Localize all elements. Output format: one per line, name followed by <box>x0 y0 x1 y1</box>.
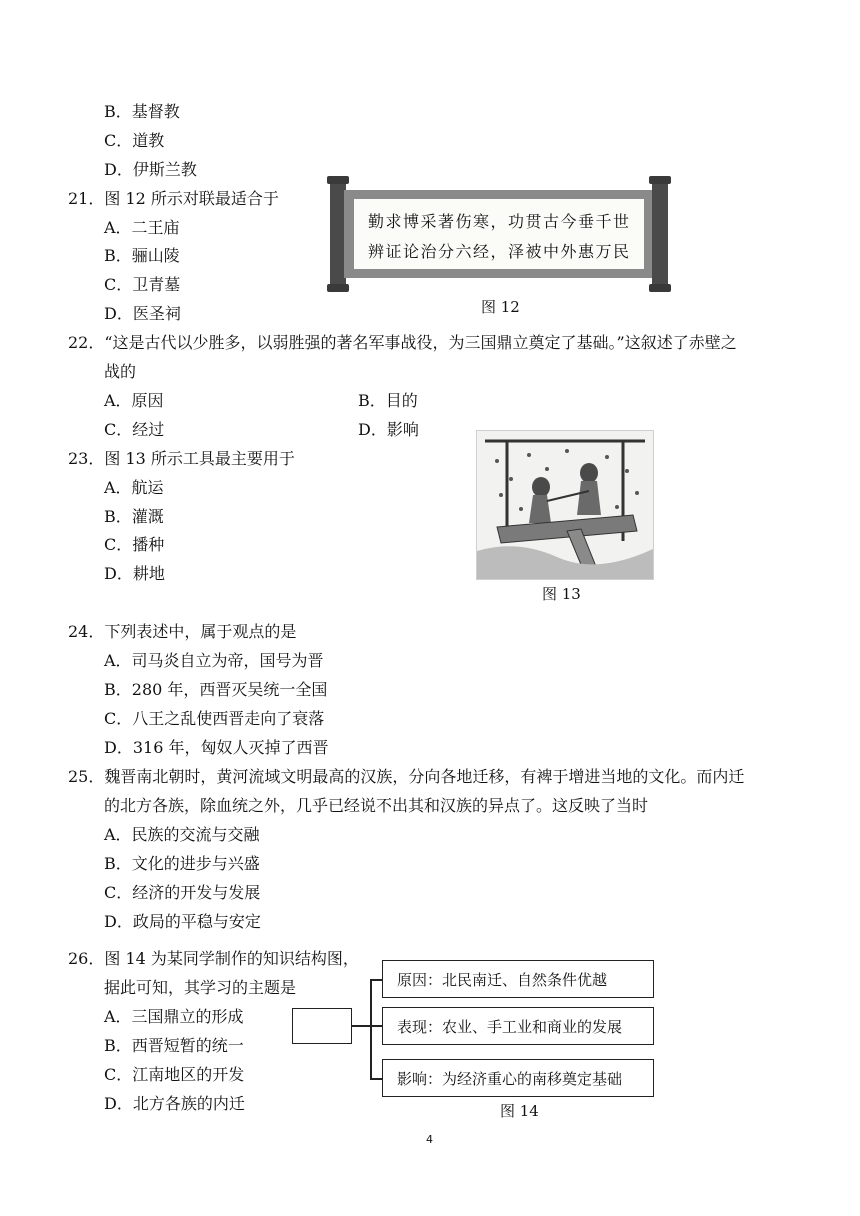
q24-option-a: A．司马炎自立为帝，国号为晋 <box>104 651 324 670</box>
scroll-mount <box>344 190 654 278</box>
q26-stem-line-2: 据此可知，其学习的主题是 <box>104 978 297 997</box>
q26-option-b: B．西晋短暂的统一 <box>104 1036 244 1055</box>
q21-option-c: C．卫青墓 <box>104 275 181 294</box>
q21-stem: 21．图 12 所示对联最适合于 <box>68 189 279 208</box>
q25-option-d: D．政局的平稳与安定 <box>104 912 261 931</box>
q23-option-c: C．播种 <box>104 535 165 554</box>
q25-option-c: C．经济的开发与发展 <box>104 883 261 902</box>
square-pallet-chain-pump-woodcut-image <box>476 430 654 580</box>
q25-stem-line-1: 25．魏晋南北朝时，黄河流域文明最高的汉族，分向各地迁移，有裨于增进当地的文化。而内迁 <box>68 767 745 786</box>
topic-blank-box <box>292 1008 352 1044</box>
q22-option-b: B．目的 <box>358 391 418 410</box>
q20-option-c: C．道教 <box>104 131 165 150</box>
q26-option-c: C．江南地区的开发 <box>104 1065 245 1084</box>
q23-stem: 23．图 13 所示工具最主要用于 <box>68 449 295 468</box>
couplet-line-2: 辨证论治分六经，泽被中外惠万民 <box>368 242 631 261</box>
couplet-scroll-figure <box>330 178 668 290</box>
q22-option-a: A．原因 <box>104 391 164 410</box>
q25-option-a: A．民族的交流与交融 <box>104 825 260 844</box>
figure-12-caption: 图 12 <box>481 298 520 316</box>
q23-option-d: D．耕地 <box>104 564 165 583</box>
q20-option-d: D．伊斯兰教 <box>104 160 197 179</box>
connector-to-cause <box>370 979 382 981</box>
q22-option-c: C．经过 <box>104 420 165 439</box>
q23-option-b: B．灌溉 <box>104 507 164 526</box>
q26-option-a: A．三国鼎立的形成 <box>104 1007 244 1026</box>
page-number: 4 <box>426 1133 433 1146</box>
q24-option-d: D．316 年，匈奴人灭掉了西晋 <box>104 738 329 757</box>
q23-option-a: A．航运 <box>104 478 164 497</box>
q26-option-d: D．北方各族的内迁 <box>104 1094 245 1113</box>
connector-stem <box>352 1025 370 1027</box>
scroll-paper <box>354 199 644 269</box>
connector-to-impact <box>370 1078 382 1080</box>
cause-box: 原因：北民南迁、自然条件优越 <box>382 960 654 998</box>
q21-option-a: A．二王庙 <box>104 218 180 237</box>
q21-option-d: D．医圣祠 <box>104 304 181 323</box>
q22-option-d: D．影响 <box>358 420 419 439</box>
q21-option-b: B．骊山陵 <box>104 246 180 265</box>
figure-14-caption: 图 14 <box>500 1102 539 1120</box>
impact-box: 影响：为经济重心的南移奠定基础 <box>382 1059 654 1097</box>
q20-option-b: B．基督教 <box>104 102 180 121</box>
q24-stem: 24．下列表述中，属于观点的是 <box>68 622 297 641</box>
q22-stem-line-1: 22．“这是古代以少胜多，以弱胜强的著名军事战役，为三国鼎立奠定了基础。”这叙述了赤壁之 <box>68 333 737 352</box>
q25-option-b: B．文化的进步与兴盛 <box>104 854 260 873</box>
connector-to-manifestation <box>370 1025 382 1027</box>
connector-vertical <box>370 979 372 1079</box>
q24-option-b: B．280 年，西晋灭吴统一全国 <box>104 680 328 699</box>
scroll-rod-right <box>652 178 668 290</box>
q26-stem-line-1: 26．图 14 为某同学制作的知识结构图， <box>68 949 359 968</box>
manifestation-box: 表现：农业、手工业和商业的发展 <box>382 1007 654 1045</box>
couplet-line-1: 勤求博采著伤寒，功贯古今垂千世 <box>368 212 631 231</box>
q22-stem-line-2: 战的 <box>104 362 137 381</box>
q24-option-c: C．八王之乱使西晋走向了衰落 <box>104 709 325 728</box>
figure-13-caption: 图 13 <box>542 585 581 603</box>
q25-stem-line-2: 的北方各族，除血统之外，几乎已经说不出其和汉族的异点了。这反映了当时 <box>104 796 649 815</box>
